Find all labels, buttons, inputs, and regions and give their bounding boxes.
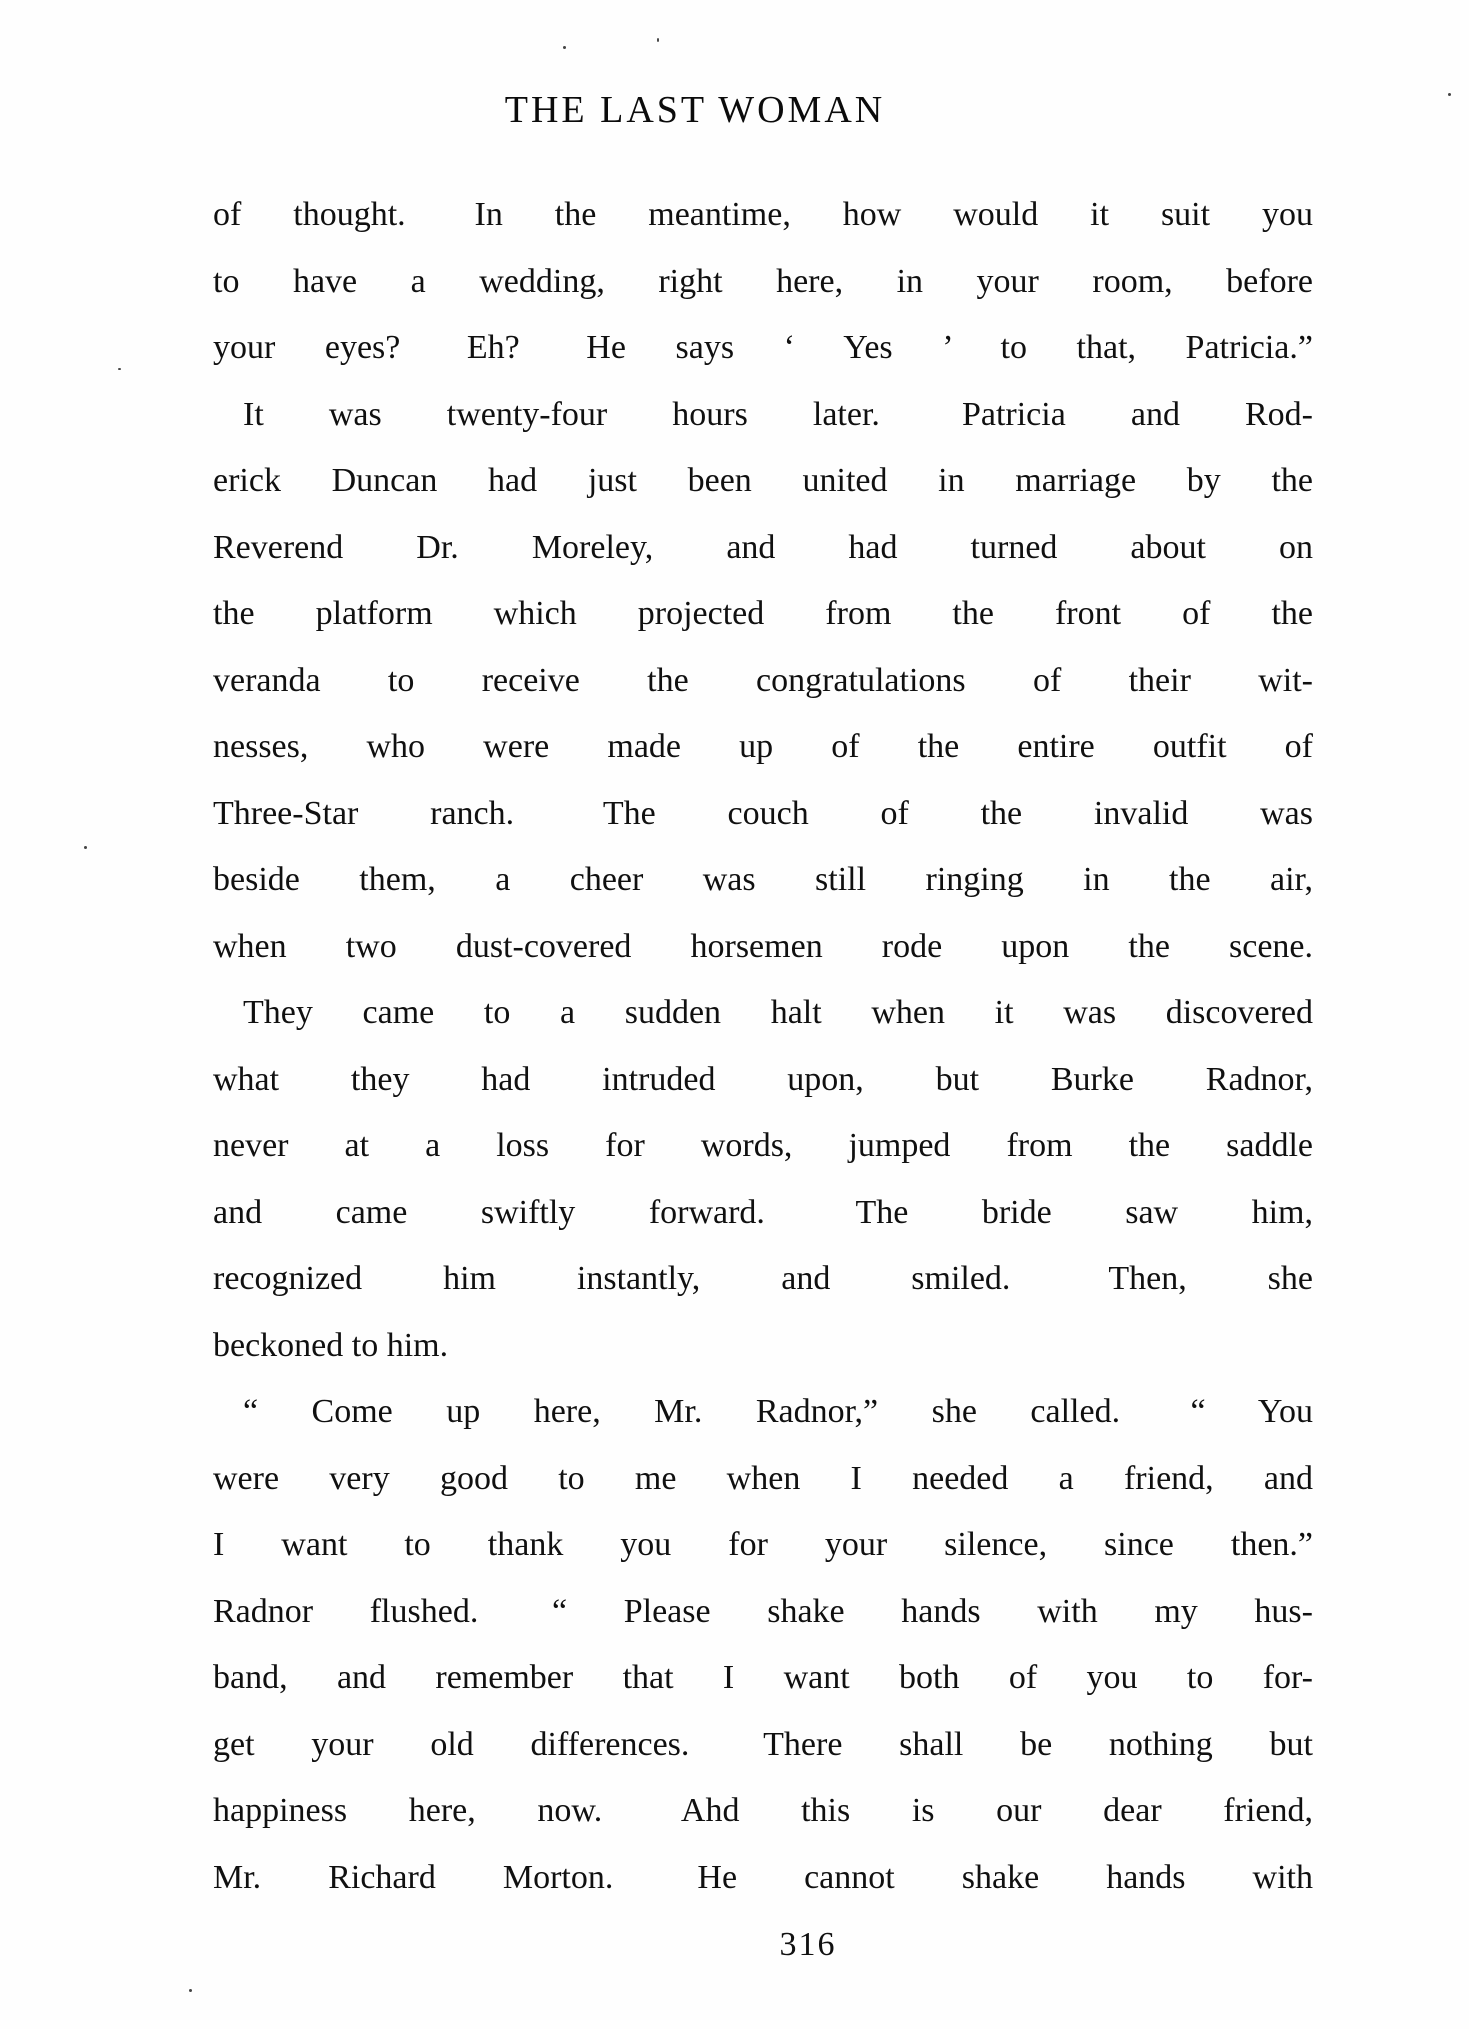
text-line: veranda to receive the congratulations of their wit- xyxy=(213,661,1313,699)
text-line: nesses, who were made up of the entire outfit of xyxy=(213,728,1313,765)
text-line: get your old differences. There shall be nothing but xyxy=(213,1725,1313,1763)
text-line: what they had intruded upon, but Burke Radnor, xyxy=(213,1060,1313,1098)
scan-speck xyxy=(189,1989,192,1992)
text-line: I want to thank you for your silence, since then.” xyxy=(213,1526,1313,1563)
scan-speck xyxy=(657,38,659,42)
text-line: erick Duncan had just been united in marriage by the xyxy=(213,462,1313,499)
text-line: recognized him instantly, and smiled. Then, she xyxy=(213,1260,1313,1297)
text-line: beside them, a cheer was still ringing in the air, xyxy=(213,861,1313,898)
scan-speck xyxy=(1448,93,1451,96)
text-line: and came swiftly forward. The bride saw him, xyxy=(213,1193,1313,1231)
scan-speck xyxy=(563,46,566,49)
text-line: the platform which projected from the front of the xyxy=(213,595,1313,632)
text-line: happiness here, now. Ahd this is our dear friend, xyxy=(213,1792,1313,1829)
scan-speck xyxy=(84,846,87,849)
text-line: Radnor flushed. “ Please shake hands with my hus- xyxy=(213,1592,1313,1630)
text-line: “ Come up here, Mr. Radnor,” she called. “ You xyxy=(243,1393,1313,1430)
body-text xyxy=(213,182,1313,1911)
text-line: beckoned to him. xyxy=(213,1326,449,1364)
text-line: Three-Star ranch. The couch of the invalid was xyxy=(213,794,1313,832)
text-line: were very good to me when I needed a friend, and xyxy=(213,1459,1313,1497)
text-line: when two dust-covered horsemen rode upon the scene. xyxy=(213,927,1313,965)
text-line: Reverend Dr. Moreley, and had turned about on xyxy=(213,528,1313,566)
text-line: Mr. Richard Morton. He cannot shake hands with xyxy=(213,1858,1313,1896)
text-line: never at a loss for words, jumped from the saddle xyxy=(213,1127,1313,1164)
page-title: THE LAST WOMAN xyxy=(504,89,886,131)
text-line: band, and remember that I want both of you to for- xyxy=(213,1659,1313,1696)
scan-speck xyxy=(118,368,121,370)
page-number: 316 xyxy=(779,1926,837,1963)
text-line: your eyes? Eh? He says ‘ Yes ’ to that, Patricia.” xyxy=(213,329,1313,366)
text-line: They came to a sudden halt when it was discovered xyxy=(243,994,1313,1031)
text-line: of thought. In the meantime, how would it suit you xyxy=(213,196,1313,233)
text-line: to have a wedding, right here, in your room, before xyxy=(213,262,1313,300)
text-line: It was twenty-four hours later. Patricia and Rod- xyxy=(243,395,1313,433)
